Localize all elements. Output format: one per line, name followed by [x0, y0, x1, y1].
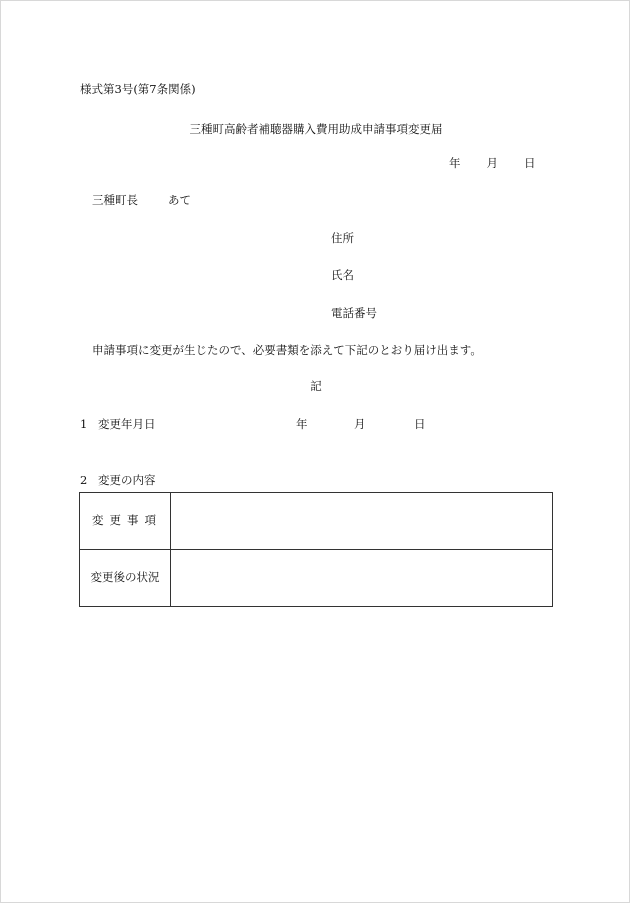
- addressee-honorific: あて: [168, 193, 191, 207]
- change-item-label: 変更事項: [80, 493, 171, 550]
- name-label: 氏名: [331, 268, 354, 282]
- change-date-day: 日: [414, 417, 426, 431]
- date-day: 日: [524, 156, 536, 170]
- ki-heading: 記: [310, 379, 322, 393]
- date-year: 年: [449, 156, 461, 170]
- post-change-status-label: 変更後の状況: [80, 550, 171, 607]
- address-label: 住所: [331, 231, 354, 245]
- section-1-number: 1: [80, 417, 88, 431]
- change-date-month: 月: [354, 417, 366, 431]
- statement-text: 申請事項に変更が生じたので、必要書類を添えて下記のとおり届け出ます。: [92, 343, 482, 357]
- table-row: [80, 493, 553, 550]
- section-2-number: 2: [80, 473, 88, 487]
- section-2-label: 変更の内容: [98, 473, 156, 487]
- table-row: [80, 550, 553, 607]
- submission-date: [449, 158, 536, 170]
- addressee-name: 三種町長: [92, 193, 138, 207]
- section-1-label: 変更年月日: [98, 417, 156, 431]
- date-month: 月: [486, 156, 498, 170]
- form-number: 様式第3号(第7条関係): [80, 82, 196, 96]
- document-title: 三種町高齢者補聴器購入費用助成申請事項変更届: [189, 122, 443, 136]
- change-details-table: [79, 492, 553, 607]
- phone-label: 電話番号: [331, 306, 377, 320]
- addressee: [92, 195, 191, 207]
- section-1-heading: [80, 419, 156, 431]
- section-2-heading: [80, 475, 156, 487]
- change-item-value[interactable]: [171, 493, 553, 550]
- change-date-year: 年: [296, 417, 308, 431]
- post-change-status-value[interactable]: [171, 550, 553, 607]
